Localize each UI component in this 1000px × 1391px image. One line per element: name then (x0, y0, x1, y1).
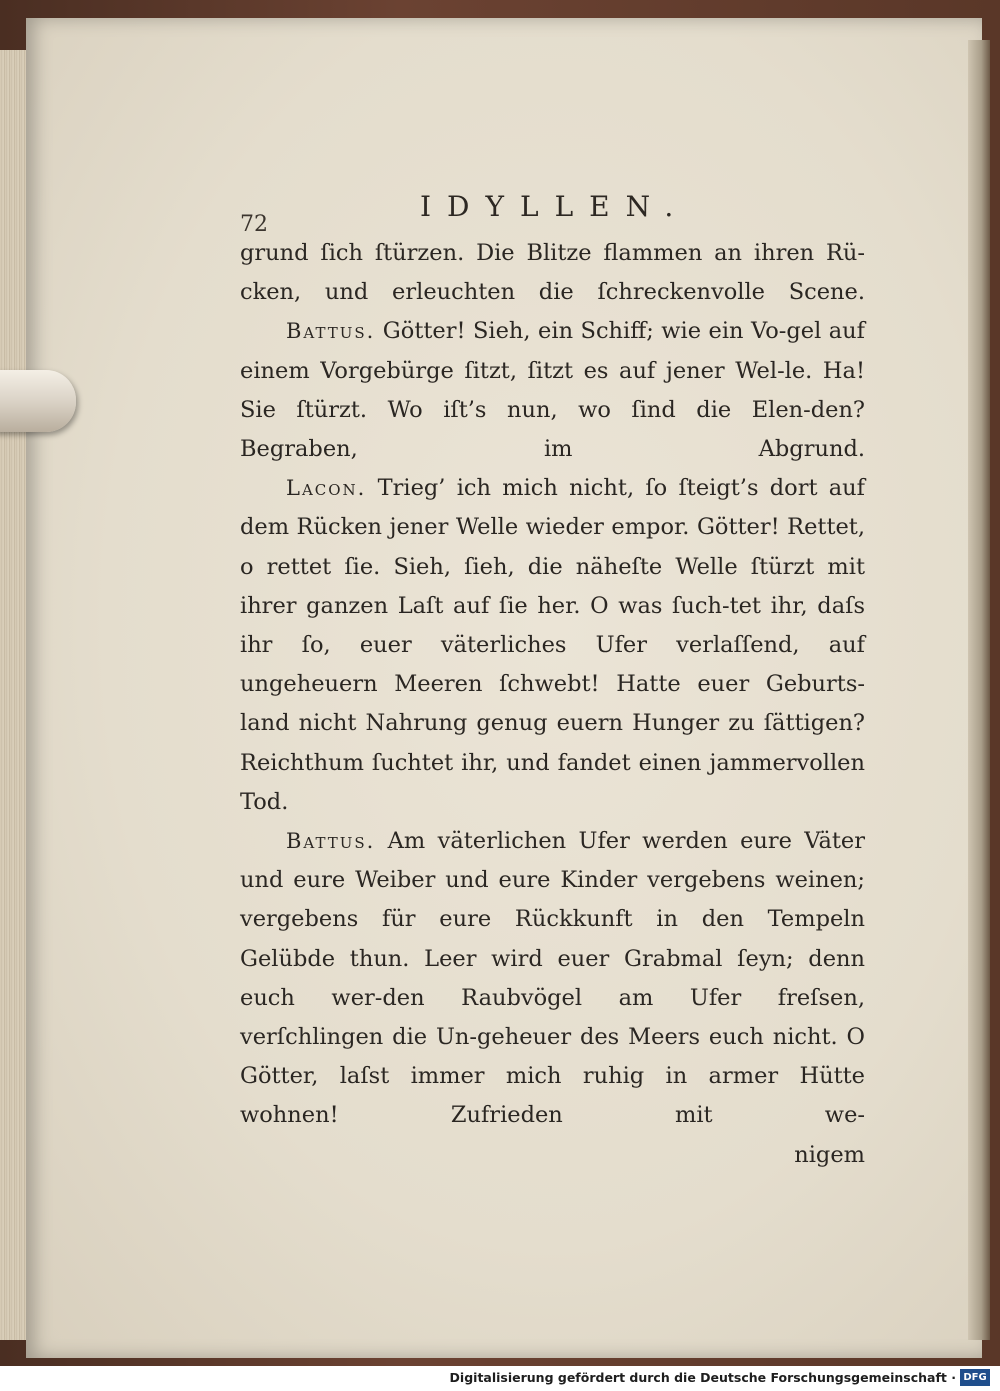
paragraph-3 (240, 469, 865, 822)
speaker-name: Lacon. (286, 476, 367, 501)
speaker-name: Battus. (286, 319, 376, 344)
speaker-name: Battus. (286, 829, 376, 854)
bookmark-strip (0, 370, 76, 432)
catchword: nigem (794, 1141, 865, 1168)
page-number: 72 (240, 212, 268, 237)
paragraph-4 (240, 822, 865, 1136)
paragraph-4-text: Am väterlichen Ufer werden eure Väter und eure Weiber und eure Kinder vergebens weinen; vergebens für eure Rückkunft in den Tempeln Gelübde thun. Leer wird euer Grabmal ſeyn; denn euch wer-den Raubvögel am Ufer freſsen, verſchlingen die Un-geheuer des Meers euch nicht. O Götter, laſst immer mich ruhig in armer Hütte wohnen! Zufrieden mit we- (240, 828, 865, 1129)
running-title: IDYLLEN. (420, 190, 690, 223)
dfg-logo: DFG (960, 1369, 990, 1386)
page-content (240, 190, 865, 1175)
paragraph-2 (240, 312, 865, 469)
paragraph-1: grund ſich ſtürzen. Die Blitze flammen an ihren Rü-cken, und erleuchten die ſchreckenvolle Scene. (240, 240, 865, 306)
paragraph-3-text: Trieg’ ich mich nicht, ſo ſteigt’s dort auf dem Rücken jener Welle wieder empor. Götter! Rettet, o rettet ſie. Sieh, ſieh, die näheſte Welle ſtürzt mit ihrer ganzen Laſt auf ſie her. O was ſuch-tet ihr, daſs ihr ſo, euer väterliches Ufer verlaſſend, auf ungeheuern Meeren ſchwebt! Hatte euer Geburts-land nicht Nahrung genug euern Hunger zu ſättigen? Reichthum ſuchtet ihr, und fandet einen jammervollen Tod. (240, 475, 865, 815)
footer-bar (0, 1366, 1000, 1391)
paragraph-2-text: Götter! Sieh, ein Schiff; wie ein Vo-gel auf einem Vorgebürge ſitzt, ſitzt es auf jener Wel-le. Ha! Sie ſtürzt. Wo iſt’s nun, wo ſind die Elen-den? Begraben, im Abgrund. (240, 318, 865, 463)
page-edge (968, 40, 990, 1340)
page-header (240, 190, 865, 237)
funding-notice: Digitalisierung gefördert durch die Deutsche Forschungsgemeinschaft · (449, 1370, 956, 1385)
